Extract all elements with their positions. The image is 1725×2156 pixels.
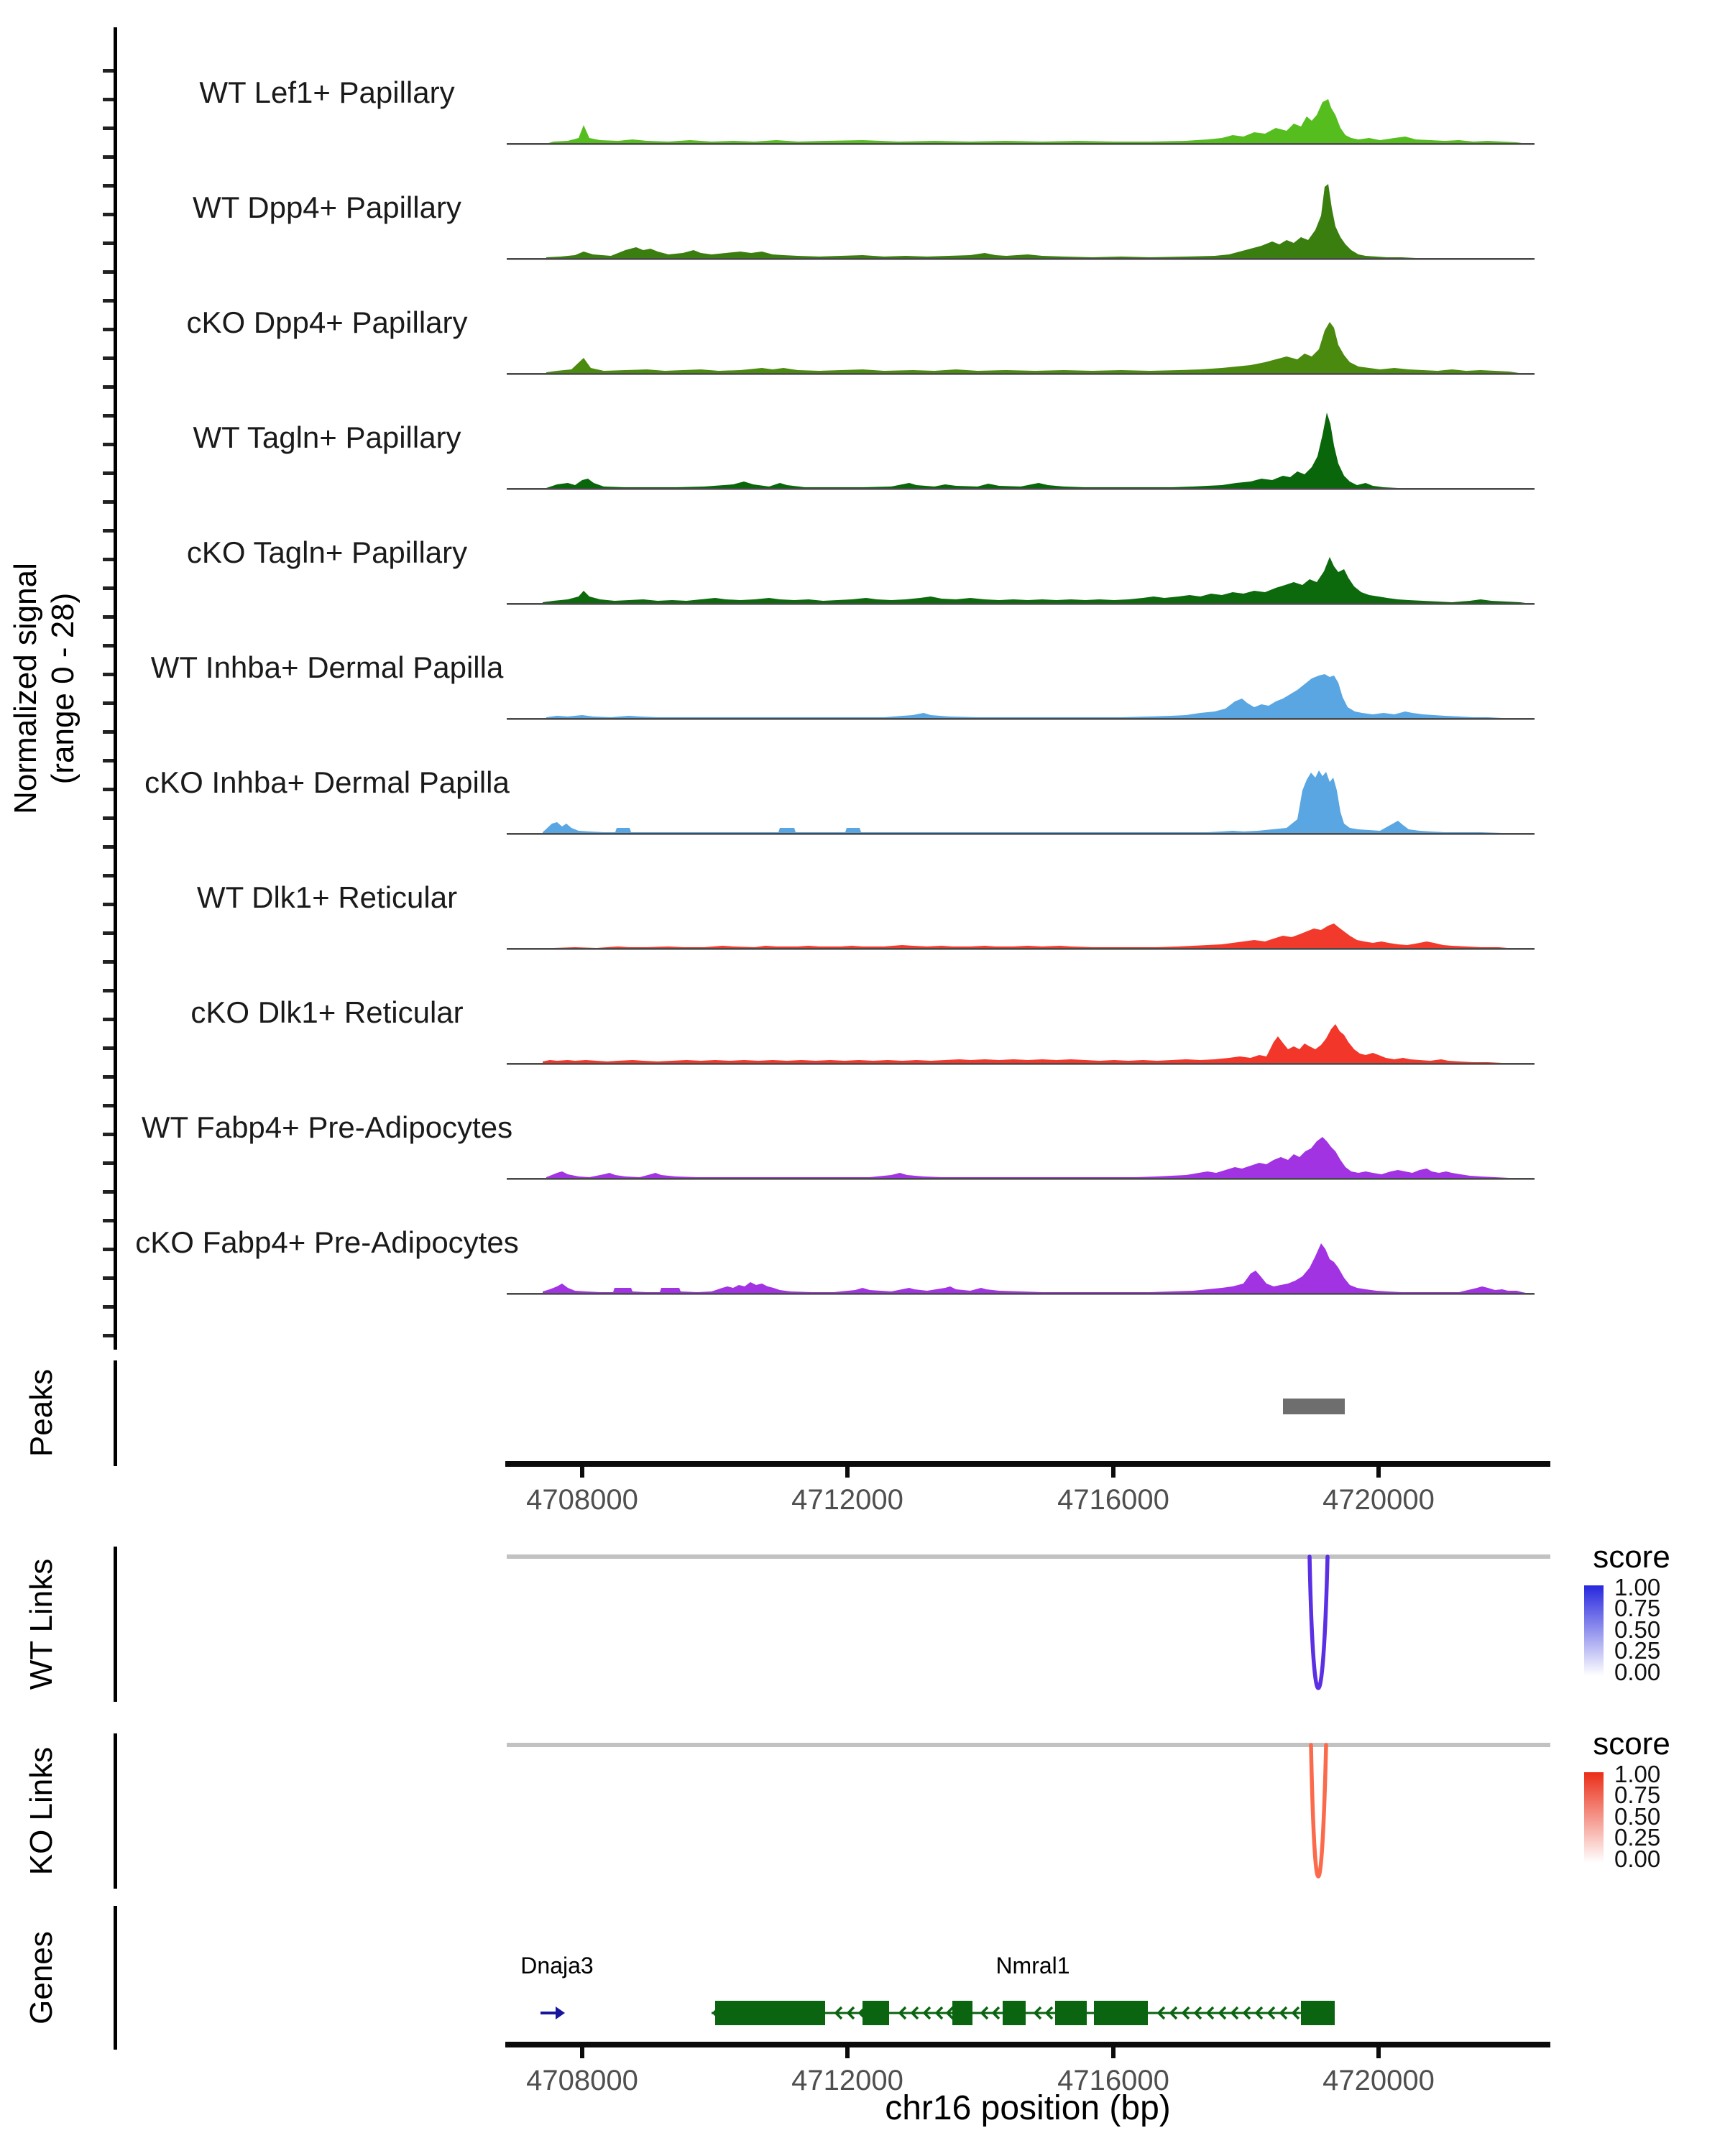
coverage-axis-tick (103, 1190, 114, 1194)
peaks-section-label: Peaks (24, 1368, 59, 1457)
coverage-axis-tick (103, 500, 114, 504)
coverage-axis-tick (103, 529, 114, 533)
coverage-axis-tick (103, 931, 114, 935)
wt-score-tick-4: 0.25 (1614, 1637, 1661, 1664)
coverage-axis-tick (103, 644, 114, 648)
track-baseline (507, 718, 1535, 720)
ko-links-baseline (507, 1743, 1550, 1747)
coverage-signal (543, 1243, 1530, 1294)
track-label: WT Fabp4+ Pre-Adipocytes (141, 1110, 513, 1144)
track-label: cKO Dlk1+ Reticular (190, 995, 464, 1029)
wt-score-legend (1574, 1538, 1725, 1732)
x-axis-tick (1111, 1467, 1116, 1478)
track-baseline (507, 488, 1535, 490)
ko-score-tick-4: 0.25 (1614, 1824, 1661, 1851)
coverage-axis-tick (103, 1219, 114, 1222)
ko-score-tick-2: 0.75 (1614, 1782, 1661, 1808)
x-axis-tick (1111, 2047, 1116, 2058)
coverage-signal (543, 557, 1531, 604)
coverage-signal (546, 1137, 1520, 1179)
x-axis-tick (580, 2047, 584, 2058)
gene-exon (1301, 2001, 1335, 2025)
coverage-axis-tick (103, 730, 114, 734)
coverage-axis-tick (103, 759, 114, 763)
track-baseline (507, 373, 1535, 375)
track-baseline (507, 1178, 1535, 1180)
coverage-axis-tick (103, 155, 114, 159)
ko-score-tick-3: 0.50 (1614, 1803, 1661, 1830)
y-axis-label (7, 563, 82, 814)
x-axis-tick (845, 2047, 850, 2058)
coverage-axis-tick (103, 414, 114, 418)
coverage-axis-tick (103, 1305, 114, 1309)
coverage-signal (546, 674, 1517, 719)
ko-score-legend (1574, 1725, 1725, 1919)
coverage-axis-tick (103, 299, 114, 303)
wt-score-gradient (1584, 1585, 1604, 1676)
gene-exon (1094, 2001, 1148, 2025)
coverage-axis-tick (103, 960, 114, 964)
ko-links-section-label: KO Links (24, 1746, 59, 1876)
x-axis-tick-label: 4720000 (1322, 1484, 1435, 1516)
section-bar (114, 1547, 117, 1702)
x-axis-tick-label: 4716000 (1057, 1484, 1169, 1516)
x-axis-line (505, 1461, 1550, 1467)
wt-score-tick-1: 1.00 (1614, 1574, 1661, 1600)
coverage-signal (553, 923, 1517, 949)
wt-score-tick-2: 0.75 (1614, 1595, 1661, 1621)
gene-exon (1055, 2001, 1087, 2025)
track-label: cKO Inhba+ Dermal Papilla (144, 765, 510, 799)
coverage-axis-tick (103, 1046, 114, 1050)
track-label: cKO Dpp4+ Papillary (186, 305, 468, 339)
ko-score-legend-title: score (1593, 1726, 1670, 1761)
coverage-signal (546, 99, 1527, 144)
track-label: cKO Fabp4+ Pre-Adipocytes (135, 1225, 519, 1259)
coverage-axis-tick (103, 615, 114, 619)
gene-exon (862, 2001, 889, 2025)
peak-interval-bar (1283, 1399, 1345, 1414)
gene-strand-arrow (556, 2007, 565, 2019)
track-label: WT Tagln+ Papillary (193, 420, 461, 454)
x-axis-tick (1376, 1467, 1381, 1478)
coverage-axis-tick (103, 69, 114, 73)
wt-score-tick-3: 0.50 (1614, 1616, 1661, 1643)
coverage-axis-tick (103, 270, 114, 274)
track-baseline (507, 603, 1535, 605)
ko-score-tick-5: 0.00 (1614, 1846, 1661, 1872)
genes-section-label: Genes (24, 1931, 59, 2024)
x-axis-line (505, 2042, 1550, 2047)
coverage-axis-tick (103, 874, 114, 877)
ko-link-loop (1311, 1745, 1326, 1876)
wt-score-legend-title: score (1593, 1539, 1670, 1575)
section-bar (114, 1360, 117, 1466)
coverage-axis-tick (103, 184, 114, 188)
track-label: WT Inhba+ Dermal Papilla (150, 650, 504, 684)
x-axis-tick-label: 4720000 (1322, 2065, 1435, 2096)
coverage-axis-tick (103, 1334, 114, 1337)
wt-links-section-label: WT Links (24, 1558, 59, 1690)
coverage-signal (546, 184, 1517, 259)
wt-links-baseline (507, 1554, 1550, 1559)
x-axis-tick-label: 4712000 (791, 1484, 903, 1516)
track-baseline (507, 258, 1535, 260)
coverage-axis-tick (103, 586, 114, 590)
ko-score-gradient (1584, 1772, 1604, 1863)
coverage-axis-tick (103, 989, 114, 992)
track-label: WT Lef1+ Papillary (199, 75, 455, 109)
gene-exon (952, 2001, 972, 2025)
coverage-axis-tick (103, 241, 114, 245)
x-axis-title: chr16 position (bp) (885, 2089, 1171, 2127)
coverage-axis-line (114, 27, 117, 1350)
coverage-axis-tick (103, 126, 114, 130)
gene-body-Dnaja3 (540, 2012, 556, 2014)
coverage-signal (546, 413, 1517, 489)
x-axis-tick-label: 4708000 (526, 1484, 638, 1516)
section-bar (114, 1733, 117, 1889)
coverage-axis-tick (103, 701, 114, 705)
wt-score-tick-5: 0.00 (1614, 1659, 1661, 1685)
x-axis-tick (1376, 2047, 1381, 2058)
x-axis-tick-label: 4716000 (1057, 2065, 1169, 2096)
gene-exon (715, 2001, 825, 2025)
x-axis-tick (580, 1467, 584, 1478)
track-baseline (507, 143, 1535, 145)
track-baseline (507, 833, 1535, 835)
coverage-signal (543, 770, 1517, 834)
coverage-axis-tick (103, 1075, 114, 1079)
track-baseline (507, 1293, 1535, 1295)
gene-exon (1003, 2001, 1026, 2025)
track-label: cKO Tagln+ Papillary (186, 535, 468, 569)
coverage-axis-tick (103, 471, 114, 475)
gene-label-Dnaja3: Dnaja3 (520, 1953, 594, 1978)
coverage-signal (543, 1024, 1517, 1064)
coverage-signal (546, 322, 1524, 374)
coverage-axis-tick (103, 845, 114, 849)
y-axis-label-line2: (range 0 - 28) (45, 592, 80, 785)
coverage-axis-tick (103, 1276, 114, 1280)
coverage-axis-tick (103, 356, 114, 360)
x-axis-tick (845, 1467, 850, 1478)
wt-link-loop (1310, 1557, 1328, 1688)
x-axis-tick-label: 4712000 (791, 2065, 903, 2096)
track-label: WT Dlk1+ Reticular (196, 880, 458, 914)
section-bar (114, 1906, 117, 2050)
track-baseline (507, 948, 1535, 950)
y-axis-label-line1: Normalized signal (8, 563, 44, 814)
coverage-axis-tick (103, 385, 114, 389)
coverage-axis-tick (103, 816, 114, 820)
ko-score-tick-1: 1.00 (1614, 1761, 1661, 1787)
coverage-axis-tick (103, 1161, 114, 1165)
x-axis-tick-label: 4708000 (526, 2065, 638, 2096)
gene-label-Nmral1: Nmral1 (995, 1953, 1070, 1978)
track-label: WT Dpp4+ Papillary (193, 190, 461, 224)
track-baseline (507, 1063, 1535, 1065)
coverage-axis-tick (103, 1104, 114, 1107)
